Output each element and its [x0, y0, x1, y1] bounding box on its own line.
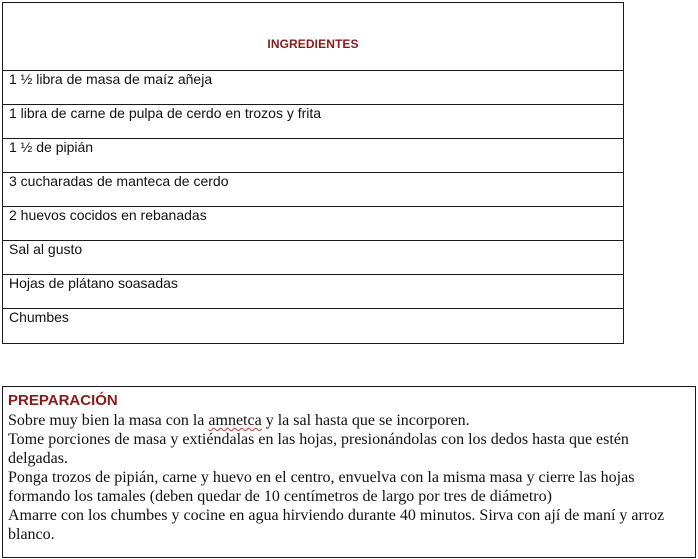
ingredient-row [3, 275, 624, 309]
ingredients-table [2, 2, 624, 344]
ingredient-item: Chumbes [3, 309, 624, 344]
preparation-step-1 [8, 411, 695, 430]
preparation-title: PREPARACIÓN [8, 392, 118, 409]
ingredient-item: Hojas de plátano soasadas [3, 275, 624, 309]
ingredients-header-row [3, 3, 624, 71]
ingredient-item: 1 ½ libra de masa de maíz añeja [3, 71, 624, 105]
ingredient-row [3, 207, 624, 241]
preparation-box [2, 386, 696, 558]
ingredient-item: 1 libra de carne de pulpa de cerdo en trozos y frita [3, 105, 624, 139]
preparation-step-3: Ponga trozos de pipián, carne y huevo en el centro, envuelva con la misma masa y cierre las hojas formando los tamales (deben quedar de 10 centímetros de largo por tres de diámetro) [8, 469, 635, 505]
ingredient-row [3, 241, 624, 275]
ingredient-item: 1 ½ de pipián [3, 139, 624, 173]
ingredient-item: 2 huevos cocidos en rebanadas [3, 207, 624, 241]
ingredient-row [3, 139, 624, 173]
ingredient-row [3, 71, 624, 105]
ingredient-item: 3 cucharadas de manteca de cerdo [3, 173, 624, 207]
misspelled-word: amnetca [208, 412, 262, 429]
ingredient-item: Sal al gusto [3, 241, 624, 275]
ingredients-header-cell [3, 3, 624, 71]
ingredient-row [3, 309, 624, 344]
ingredients-title: INGREDIENTES [267, 36, 359, 51]
step-1-text-end: y la sal hasta que se incorporen. [261, 412, 470, 429]
ingredient-row [3, 173, 624, 207]
preparation-step-2: Tome porciones de masa y extiéndalas en las hojas, presionándolas con los dedos hasta que estén delgadas. [8, 431, 629, 467]
step-1-text-start: Sobre muy bien la masa con la [8, 412, 209, 429]
preparation-step-4: Amarre con los chumbes y cocine en agua hirviendo durante 40 minutos. Sirva con ají de maní y arroz blanco. [8, 507, 665, 543]
ingredient-row [3, 105, 624, 139]
